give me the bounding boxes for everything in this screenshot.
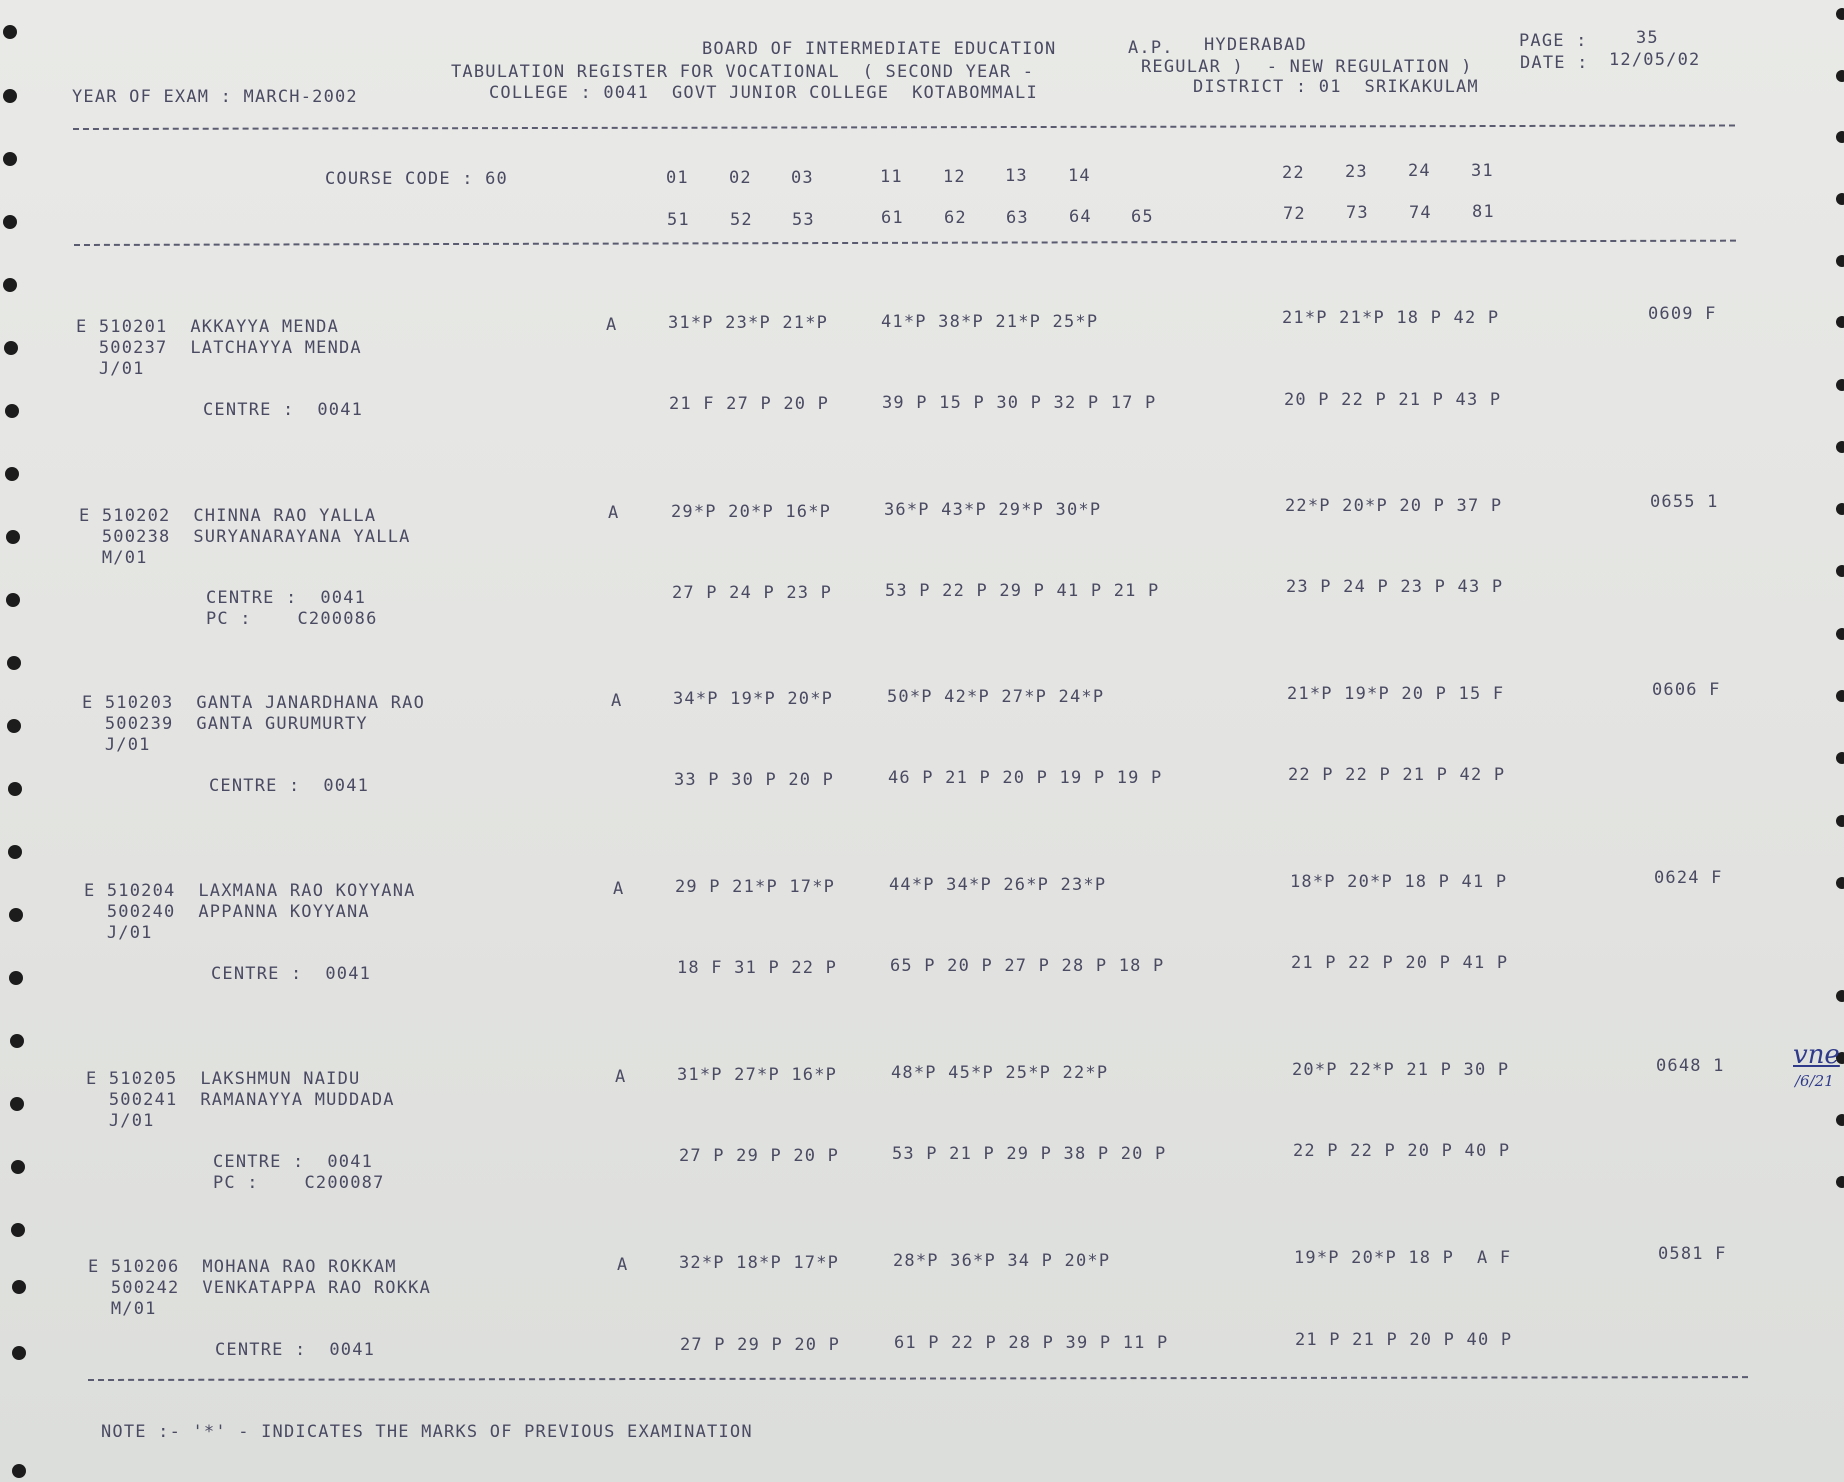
student-line1: E 510206 MOHANA RAO ROKKAM (88, 1257, 397, 1277)
marks-row1-a: 31*P 23*P 21*P (668, 313, 829, 333)
feed-hole (1836, 70, 1844, 82)
marks-row2-c: 20 P 22 P 21 P 43 P (1284, 390, 1502, 410)
state: A.P. (1128, 38, 1174, 58)
col-head-top-c3: 31 (1471, 161, 1494, 181)
marks-row1-b: 50*P 42*P 27*P 24*P (887, 687, 1105, 707)
student-flag: A (613, 879, 625, 899)
marks-row1-b: 36*P 43*P 29*P 30*P (884, 500, 1102, 520)
col-head-bot-b3: 64 (1069, 207, 1092, 227)
student-line2: 500239 GANTA GURUMURTY (82, 714, 368, 734)
student-line1: E 510205 LAKSHMUN NAIDU (86, 1069, 361, 1089)
col-head-top-a1: 02 (729, 168, 752, 188)
marks-row1-a: 32*P 18*P 17*P (679, 1253, 840, 1273)
marks-row2-c: 23 P 24 P 23 P 43 P (1286, 577, 1504, 597)
district: DISTRICT : 01 SRIKAKULAM (1193, 77, 1479, 97)
student-pc: PC : C200086 (206, 609, 378, 629)
student-total: 0581 F (1658, 1244, 1727, 1264)
date-label: DATE : (1520, 53, 1589, 73)
col-head-bot-b0: 61 (881, 208, 904, 228)
marks-row2-a: 27 P 29 P 20 P (680, 1335, 841, 1355)
col-head-bot-a1: 52 (730, 210, 753, 230)
col-head-bot-c1: 73 (1346, 203, 1369, 223)
marks-row2-b: 65 P 20 P 27 P 28 P 18 P (890, 956, 1165, 976)
student-line3: J/01 (82, 735, 151, 755)
marks-row1-a: 29*P 20*P 16*P (671, 502, 832, 522)
student-total: 0655 1 (1650, 492, 1719, 512)
feed-hole (12, 1346, 26, 1360)
marks-row2-a: 27 P 29 P 20 P (679, 1146, 840, 1166)
marks-row1-c: 21*P 19*P 20 P 15 F (1287, 684, 1505, 704)
feed-hole (3, 278, 17, 292)
student-line2: 500242 VENKATAPPA RAO ROKKA (88, 1278, 432, 1298)
marks-row1-c: 20*P 22*P 21 P 30 P (1292, 1060, 1510, 1080)
student-line3: J/01 (84, 923, 153, 943)
col-head-top-c0: 22 (1282, 163, 1305, 183)
col-head-bot-b1: 62 (944, 208, 967, 228)
col-head-bot-c2: 74 (1409, 203, 1432, 223)
feed-hole (1836, 1114, 1844, 1126)
marks-row2-a: 27 P 24 P 23 P (672, 583, 833, 603)
feed-hole (9, 971, 23, 985)
feed-hole (11, 1160, 25, 1174)
student-centre: CENTRE : 0041 (206, 588, 367, 608)
marks-row1-c: 18*P 20*P 18 P 41 P (1290, 872, 1508, 892)
feed-hole (9, 908, 23, 922)
student-total: 0609 F (1648, 304, 1717, 324)
col-head-bot-c0: 72 (1283, 204, 1306, 224)
feed-hole (11, 1223, 25, 1237)
marks-row2-c: 22 P 22 P 21 P 42 P (1288, 765, 1506, 785)
student-centre: CENTRE : 0041 (211, 964, 372, 984)
footer-note: NOTE :- '*' - INDICATES THE MARKS OF PREVIOUS EXAMINATION (101, 1422, 753, 1442)
feed-hole (7, 656, 21, 670)
feed-hole (1836, 441, 1844, 453)
page-label: PAGE : (1519, 31, 1588, 51)
student-flag: A (608, 503, 620, 523)
col-head-top-b2: 13 (1005, 166, 1028, 186)
student-total: 0606 F (1652, 680, 1721, 700)
student-line2: 500240 APPANNA KOYYANA (84, 902, 370, 922)
college: COLLEGE : 0041 GOVT JUNIOR COLLEGE KOTABOMMALI (489, 83, 1038, 103)
student-total: 0648 1 (1656, 1056, 1725, 1076)
marks-row1-b: 28*P 36*P 34 P 20*P (893, 1251, 1111, 1271)
col-head-top-c1: 23 (1345, 162, 1368, 182)
marks-row2-c: 22 P 22 P 20 P 40 P (1293, 1141, 1511, 1161)
marks-row1-b: 44*P 34*P 26*P 23*P (889, 875, 1107, 895)
marks-row1-b: 48*P 45*P 25*P 22*P (891, 1063, 1109, 1083)
student-line2: 500241 RAMANAYYA MUDDADA (86, 1090, 395, 1110)
student-line2: 500237 LATCHAYYA MENDA (76, 338, 362, 358)
feed-hole (1836, 815, 1844, 827)
course-code: COURSE CODE : 60 (325, 169, 508, 189)
feed-hole (5, 404, 19, 418)
feed-hole (3, 25, 17, 39)
feed-hole (3, 89, 17, 103)
student-flag: A (611, 691, 623, 711)
feed-hole (6, 530, 20, 544)
col-head-top-b0: 11 (880, 167, 903, 187)
divider (73, 125, 1735, 130)
feed-hole (1836, 628, 1844, 640)
marks-row1-c: 22*P 20*P 20 P 37 P (1285, 496, 1503, 516)
marks-row1-a: 29 P 21*P 17*P (675, 877, 836, 897)
feed-hole (1836, 316, 1844, 328)
feed-hole (5, 467, 19, 481)
handwritten-initials: vne (1793, 1040, 1840, 1070)
feed-hole (1836, 565, 1844, 577)
feed-hole (10, 1097, 24, 1111)
col-head-top-b3: 14 (1068, 166, 1091, 186)
marks-row1-a: 34*P 19*P 20*P (673, 689, 834, 709)
feed-hole (4, 341, 18, 355)
student-flag: A (617, 1255, 629, 1275)
marks-row2-c: 21 P 21 P 20 P 40 P (1295, 1330, 1513, 1350)
student-total: 0624 F (1654, 868, 1723, 888)
regulation: REGULAR ) - NEW REGULATION ) (1141, 57, 1473, 77)
feed-hole (1836, 877, 1844, 889)
marks-row1-c: 21*P 21*P 18 P 42 P (1282, 308, 1500, 328)
col-head-bot-a2: 53 (792, 210, 815, 230)
student-centre: CENTRE : 0041 (209, 776, 370, 796)
feed-hole (1836, 131, 1844, 143)
student-line3: J/01 (76, 359, 145, 379)
student-line1: E 510202 CHINNA RAO YALLA (79, 506, 377, 526)
feed-hole (1836, 752, 1844, 764)
feed-hole (6, 593, 20, 607)
feed-hole (12, 1464, 26, 1478)
student-line1: E 510201 AKKAYYA MENDA (76, 317, 340, 337)
marks-row1-c: 19*P 20*P 18 P A F (1294, 1248, 1512, 1268)
col-head-top-b1: 12 (943, 167, 966, 187)
col-head-top-c2: 24 (1408, 161, 1431, 181)
board-name: BOARD OF INTERMEDIATE EDUCATION (702, 39, 1057, 59)
feed-hole (1836, 379, 1844, 391)
col-head-bot-b4: 65 (1131, 207, 1154, 227)
marks-row2-b: 46 P 21 P 20 P 19 P 19 P (888, 768, 1163, 788)
student-line1: E 510204 LAXMANA RAO KOYYANA (84, 881, 416, 901)
page-number: 35 (1636, 28, 1659, 48)
feed-hole (3, 215, 17, 229)
student-centre: CENTRE : 0041 (213, 1152, 374, 1172)
student-pc: PC : C200087 (213, 1173, 385, 1193)
feed-hole (1836, 990, 1844, 1002)
feed-hole (7, 719, 21, 733)
feed-hole (1836, 690, 1844, 702)
col-head-bot-c3: 81 (1472, 202, 1495, 222)
student-centre: CENTRE : 0041 (203, 400, 364, 420)
student-line3: M/01 (88, 1299, 157, 1319)
student-line3: M/01 (79, 548, 148, 568)
feed-hole (10, 1034, 24, 1048)
student-flag: A (606, 315, 618, 335)
marks-row2-b: 53 P 22 P 29 P 41 P 21 P (885, 581, 1160, 601)
feed-hole (8, 845, 22, 859)
date: 12/05/02 (1609, 50, 1701, 70)
register-title: TABULATION REGISTER FOR VOCATIONAL ( SECOND YEAR - (451, 62, 1035, 82)
feed-hole (8, 782, 22, 796)
feed-hole (1836, 503, 1844, 515)
feed-hole (1836, 8, 1844, 20)
student-centre: CENTRE : 0041 (215, 1340, 376, 1360)
col-head-top-a2: 03 (791, 168, 814, 188)
feed-hole (12, 1280, 26, 1294)
marks-row2-b: 39 P 15 P 30 P 32 P 17 P (882, 393, 1157, 413)
year-of-exam: YEAR OF EXAM : MARCH-2002 (72, 87, 358, 107)
student-flag: A (615, 1067, 627, 1087)
divider (88, 1376, 1748, 1381)
handwritten-date: /6/21 (1795, 1072, 1834, 1090)
feed-hole (1836, 255, 1844, 267)
col-head-bot-a0: 51 (667, 210, 690, 230)
feed-hole (3, 152, 17, 166)
feed-hole (1836, 193, 1844, 205)
col-head-top-a0: 01 (666, 168, 689, 188)
marks-row2-a: 33 P 30 P 20 P (674, 770, 835, 790)
marks-row2-b: 61 P 22 P 28 P 39 P 11 P (894, 1333, 1169, 1353)
divider (74, 240, 1736, 246)
marks-row2-a: 18 F 31 P 22 P (677, 958, 838, 978)
marks-row2-a: 21 F 27 P 20 P (669, 394, 830, 414)
student-line2: 500238 SURYANARAYANA YALLA (79, 527, 411, 547)
marks-row1-a: 31*P 27*P 16*P (677, 1065, 838, 1085)
marks-row1-b: 41*P 38*P 21*P 25*P (881, 312, 1099, 332)
marks-row2-b: 53 P 21 P 29 P 38 P 20 P (892, 1144, 1167, 1164)
feed-hole (1836, 1176, 1844, 1188)
student-line3: J/01 (86, 1111, 155, 1131)
city: HYDERABAD (1204, 35, 1307, 55)
col-head-bot-b2: 63 (1006, 208, 1029, 228)
marks-row2-c: 21 P 22 P 20 P 41 P (1291, 953, 1509, 973)
student-line1: E 510203 GANTA JANARDHANA RAO (82, 693, 426, 713)
